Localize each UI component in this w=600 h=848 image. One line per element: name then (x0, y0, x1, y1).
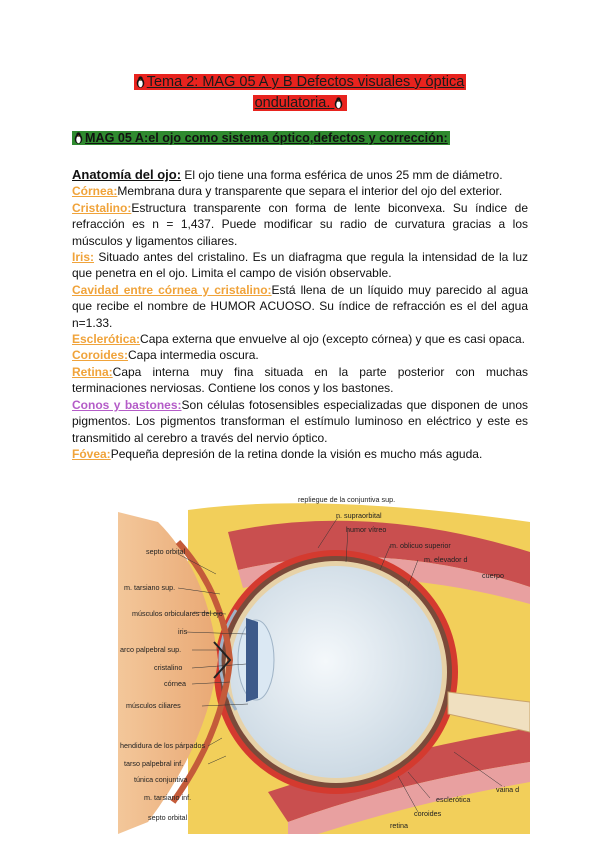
penguin-icon (136, 76, 145, 88)
term-cristalino: Cristalino: (72, 200, 132, 215)
text-cristalino: Estructura transparente con forma de lente biconvexa. Su índice de refracción es n = 1,437. Puede modificar su radio de curvatura gracias a los músculos y ligamentos ciliares. (72, 200, 528, 248)
label-hendidura: hendidura de los párpados (120, 741, 206, 750)
label-tarsiano-sup: m. tarsiano sup. (124, 583, 176, 592)
label-iris: iris (178, 627, 188, 636)
penguin-icon (334, 97, 343, 109)
text-retina: Capa interna muy fina situada en la parte posterior con muchas terminaciones nerviosas. Contiene los conos y los bastones. (72, 364, 528, 396)
term-cavidad: Cavidad entre córnea y cristalino: (72, 282, 272, 297)
term-esclerotica: Esclerótica: (72, 332, 141, 347)
paragraph-coroides (72, 347, 528, 363)
term-iris: Iris: (72, 250, 95, 265)
paragraph-cornea (72, 183, 528, 199)
paragraph-cavidad (72, 282, 528, 331)
label-musculos-cil: músculos ciliares (126, 701, 181, 710)
paragraph-esclerotica (72, 331, 528, 347)
text-esclerotica: Capa externa que envuelve al ojo (excepto córnea) y que es casi opaca. (140, 332, 525, 347)
label-musculos-orb: músculos orbiculares del ojo (132, 609, 223, 618)
subtitle-text: MAG 05 A:el ojo como sistema óptico,defectos y corrección: (85, 131, 448, 145)
label-vaina: vaina d (496, 785, 520, 794)
text-coroides: Capa intermedia oscura. (128, 348, 259, 363)
eye-anatomy-illustration (118, 492, 530, 834)
title-highlight (134, 74, 467, 90)
label-elevador: m. elevador d (424, 555, 468, 564)
label-cuerpo: cuerpo (482, 571, 504, 580)
label-retina: retina (390, 821, 408, 830)
text-cornea: Membrana dura y transparente que separa el interior del ojo del exterior. (117, 184, 503, 199)
label-top-cut: repliegue de la conjuntiva sup. (298, 495, 396, 504)
label-septo-orbital: septo orbital (146, 547, 186, 556)
text-cavidad: Está llena de un líquido muy parecido al agua que recibe el nombre de HUMOR ACUOSO. Su índice de refracción es el del agua n=1.33. (72, 282, 528, 330)
page-title (90, 72, 510, 114)
label-supraorbital: n. supraorbital (336, 511, 382, 520)
text-iris: Situado antes del cristalino. Es un diafragma que regula la intensidad de la luz que penetra en el ojo. Limita el campo de visión observable. (72, 250, 528, 281)
label-septo-orbital-2: septo orbital (148, 813, 188, 822)
term-cornea: Córnea: (72, 184, 118, 199)
label-tunica: túnica conjuntiva (134, 775, 188, 784)
paragraph-cristalino (72, 200, 528, 249)
term-conos: Conos y bastones: (72, 397, 182, 412)
paragraph-retina (72, 364, 528, 397)
penguin-icon (74, 132, 83, 144)
label-cristalino: cristalino (154, 663, 183, 672)
title-highlight-2 (253, 95, 348, 111)
label-coroides: coroides (414, 809, 442, 818)
label-arco-palp: arco palpebral sup. (120, 645, 182, 654)
paragraph-anatomy (72, 167, 528, 183)
section-subtitle (72, 131, 450, 145)
body-text (72, 167, 528, 462)
label-humor-vitreo: humor vítreo (346, 525, 387, 534)
title-line-2: ondulatoria. (254, 95, 331, 111)
text-anatomy: El ojo tiene una forma esférica de unos 25 mm de diámetro. (181, 168, 503, 182)
paragraph-conos (72, 397, 528, 446)
label-cornea: córnea (164, 679, 186, 688)
subtitle-highlight (72, 131, 450, 145)
term-fovea: Fóvea: (72, 446, 111, 461)
label-esclerotica: esclerótica (436, 795, 471, 804)
term-retina: Retina: (72, 364, 113, 379)
paragraph-iris (72, 249, 528, 282)
term-coroides: Coroides: (72, 348, 129, 363)
label-tarso-inf: tarso palpebral inf. (124, 759, 184, 768)
title-line-1: Tema 2: MAG 05 A y B Defectos visuales y óptica (146, 74, 465, 90)
paragraph-fovea (72, 446, 528, 462)
text-fovea: Pequeña depresión de la retina donde la visión es mucho más aguda. (110, 446, 483, 461)
term-anatomy: Anatomía del ojo: (72, 167, 182, 182)
label-oblicuo: m. oblicuo superior (390, 541, 451, 550)
text-conos: Son células fotosensibles especializadas que disponen de unos pigmentos. Los pigmentos transforman el estímulo luminoso en eléctrico y este es transmitido al cerebro a través del nervio óptico. (72, 397, 528, 445)
label-tarsiano-inf: m. tarsiano inf. (144, 793, 192, 802)
